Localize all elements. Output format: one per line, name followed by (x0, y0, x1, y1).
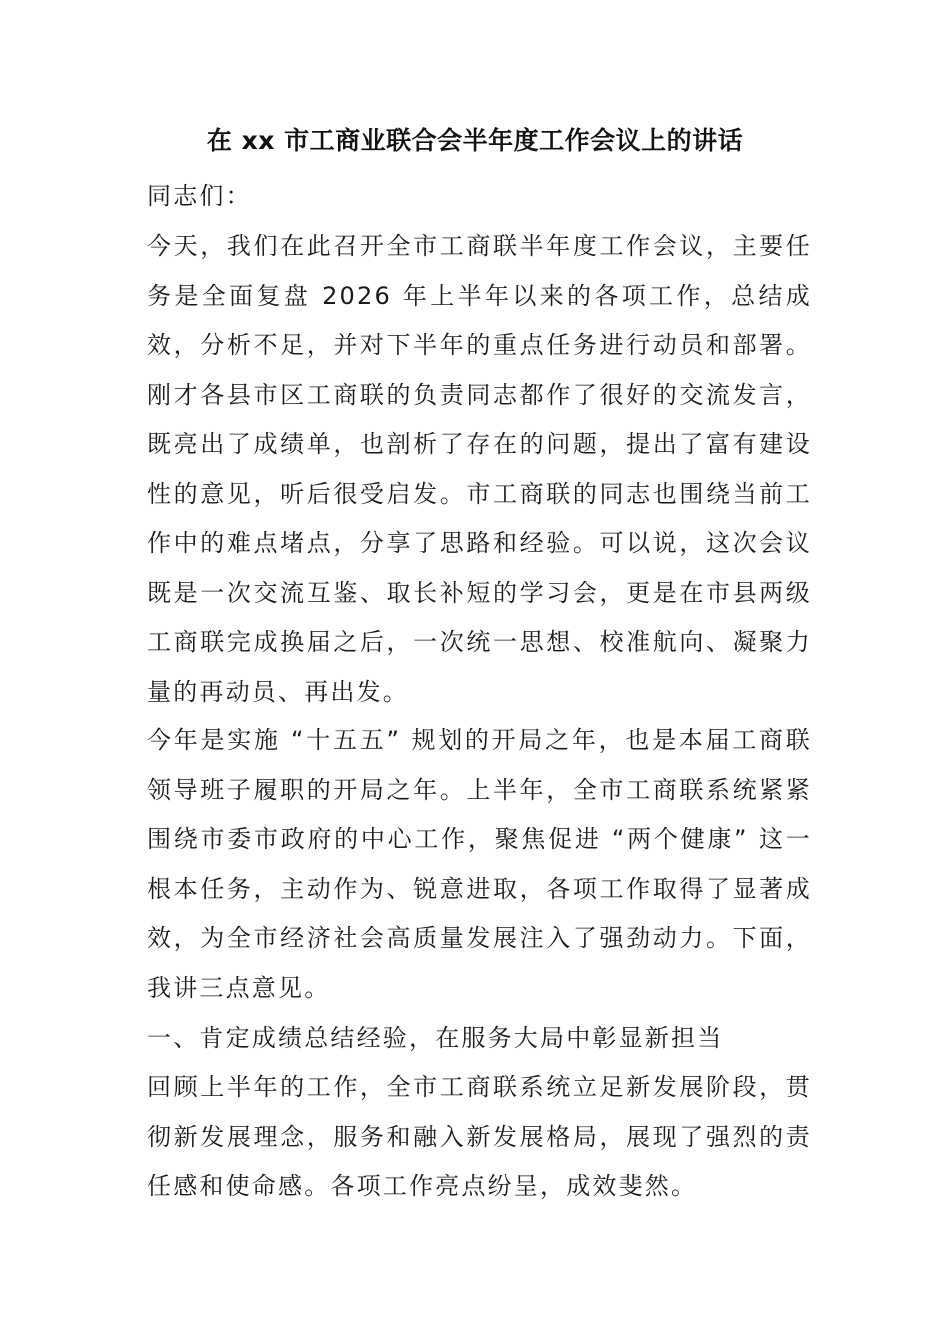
document-title: 在 xx 市工商业联合会半年度工作会议上的讲话 (206, 126, 744, 155)
paragraph-overview: 今年是实施 “十五五” 规划的开局之年，也是本届工商联领导班子履职的开局之年。上半年，全市工商联系统紧紧围绕市委市政府的中心工作，聚焦促进 “两个健康” 这一根本任务，主动作为、锐意进取，各项工作取得了显著成效，为全市经济社会高质量发展注入了强劲动力。下面，我讲三点意见。 (147, 726, 812, 1002)
greeting: 同志们： (147, 182, 252, 210)
paragraph-section-one: 回顾上半年的工作，全市工商联系统立足新发展阶段，贯彻新发展理念，服务和融入新发展格局，展现了强烈的责任感和使命感。各项工作亮点纷呈，成效斐然。 (147, 1073, 812, 1200)
section-heading: 一、肯定成绩总结经验，在服务大局中彰显新担当 (147, 1024, 724, 1052)
paragraph-opening: 今天，我们在此召开全市工商联半年度工作会议，主要任务是全面复盘 2026 年上半年以来的各项工作，总结成效，分析不足，并对下半年的重点任务进行动员和部署。刚才各县市区工商联的负责同志都作了很好的交流发言，既亮出了成绩单，也剖析了存在的问题，提出了富有建设性的意见，听后很受启发。市工商联的同志也围绕当前工作中的难点堵点，分享了思路和经验。可以说，这次会议既是一次交流互鉴、取长补短的学习会，更是在市县两级工商联完成换届之后，一次统一思想、校准航向、凝聚力量的再动员、再出发。 (147, 232, 812, 706)
